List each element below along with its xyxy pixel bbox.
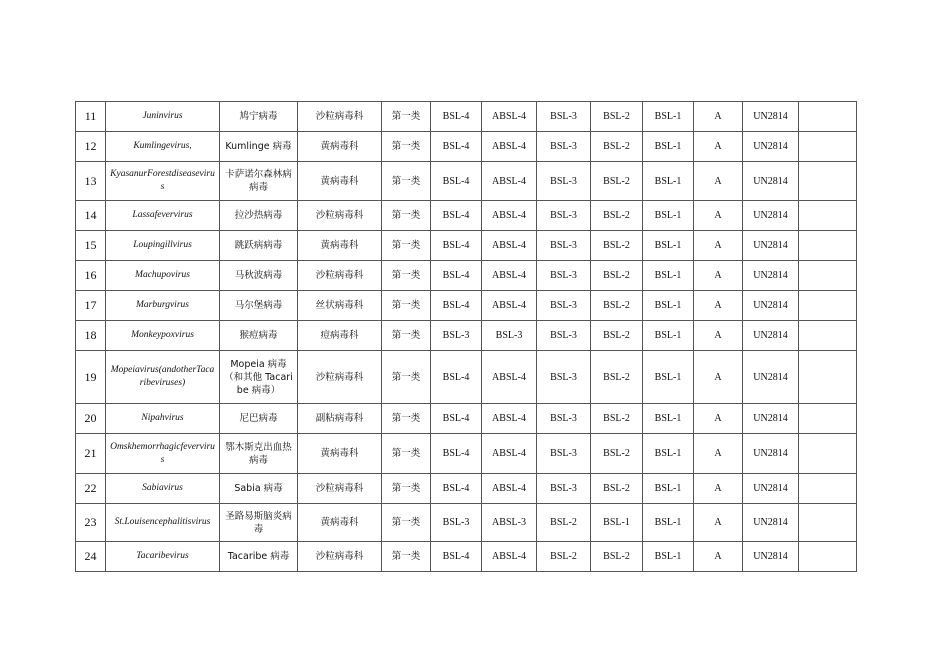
containment-level-2: ABSL-4 <box>482 201 537 231</box>
hazard-category: 第一类 <box>382 434 431 474</box>
containment-level-5: BSL-1 <box>643 102 694 132</box>
virus-chinese-name: 马尔堡病毒 <box>220 291 298 321</box>
containment-level-2: ABSL-3 <box>482 504 537 542</box>
un-number: UN2814 <box>743 474 799 504</box>
virus-chinese-name: Kumlinge 病毒 <box>220 132 298 162</box>
containment-level-3: BSL-3 <box>537 321 591 351</box>
containment-level-3: BSL-3 <box>537 102 591 132</box>
containment-level-1: BSL-4 <box>431 201 482 231</box>
hazard-category: 第一类 <box>382 474 431 504</box>
virus-family: 黄病毒科 <box>298 434 382 474</box>
containment-level-5: BSL-1 <box>643 132 694 162</box>
containment-level-4: BSL-2 <box>591 474 643 504</box>
un-number: UN2814 <box>743 162 799 201</box>
transport-package-class: A <box>694 434 743 474</box>
containment-level-3: BSL-2 <box>537 542 591 572</box>
containment-level-3: BSL-3 <box>537 261 591 291</box>
virus-latin-name: Omskhemorrhagicfevervirus <box>106 434 220 474</box>
un-number: UN2814 <box>743 321 799 351</box>
virus-family: 沙粒病毒科 <box>298 261 382 291</box>
virus-latin-name: Mopeiavirus(andotherTacaribeviruses) <box>106 351 220 404</box>
virus-family: 黄病毒科 <box>298 504 382 542</box>
remarks <box>799 542 857 572</box>
un-number: UN2814 <box>743 102 799 132</box>
containment-level-2: ABSL-4 <box>482 162 537 201</box>
containment-level-5: BSL-1 <box>643 201 694 231</box>
containment-level-3: BSL-3 <box>537 291 591 321</box>
virus-family: 丝状病毒科 <box>298 291 382 321</box>
transport-package-class: A <box>694 132 743 162</box>
containment-level-1: BSL-4 <box>431 231 482 261</box>
hazard-category: 第一类 <box>382 291 431 321</box>
containment-level-5: BSL-1 <box>643 321 694 351</box>
containment-level-4: BSL-2 <box>591 102 643 132</box>
containment-level-2: ABSL-4 <box>482 434 537 474</box>
transport-package-class: A <box>694 542 743 572</box>
containment-level-3: BSL-3 <box>537 201 591 231</box>
virus-chinese-name: 跳跃病病毒 <box>220 231 298 261</box>
transport-package-class: A <box>694 474 743 504</box>
containment-level-4: BSL-2 <box>591 291 643 321</box>
row-number: 24 <box>76 542 106 572</box>
virus-family: 沙粒病毒科 <box>298 201 382 231</box>
table-row <box>76 201 857 231</box>
containment-level-3: BSL-2 <box>537 504 591 542</box>
containment-level-3: BSL-3 <box>537 162 591 201</box>
containment-level-1: BSL-3 <box>431 321 482 351</box>
remarks <box>799 162 857 201</box>
containment-level-2: ABSL-4 <box>482 102 537 132</box>
containment-level-5: BSL-1 <box>643 542 694 572</box>
virus-biosafety-table <box>75 101 857 572</box>
remarks <box>799 404 857 434</box>
containment-level-5: BSL-1 <box>643 162 694 201</box>
un-number: UN2814 <box>743 291 799 321</box>
virus-chinese-name: 鸠宁病毒 <box>220 102 298 132</box>
containment-level-4: BSL-2 <box>591 261 643 291</box>
virus-chinese-name: 尼巴病毒 <box>220 404 298 434</box>
table-row <box>76 231 857 261</box>
remarks <box>799 291 857 321</box>
table-row <box>76 404 857 434</box>
remarks <box>799 321 857 351</box>
table-row <box>76 102 857 132</box>
transport-package-class: A <box>694 504 743 542</box>
containment-level-5: BSL-1 <box>643 404 694 434</box>
row-number: 20 <box>76 404 106 434</box>
virus-family: 黄病毒科 <box>298 132 382 162</box>
table-row <box>76 542 857 572</box>
row-number: 23 <box>76 504 106 542</box>
virus-chinese-name: Mopeia 病毒（和其他 Tacaribe 病毒） <box>220 351 298 404</box>
virus-chinese-name: 鄂木斯克出血热病毒 <box>220 434 298 474</box>
containment-level-1: BSL-4 <box>431 102 482 132</box>
virus-latin-name: Monkeypoxvirus <box>106 321 220 351</box>
containment-level-1: BSL-4 <box>431 162 482 201</box>
containment-level-2: ABSL-4 <box>482 291 537 321</box>
transport-package-class: A <box>694 261 743 291</box>
row-number: 18 <box>76 321 106 351</box>
virus-latin-name: St.Louisencephalitisvirus <box>106 504 220 542</box>
virus-latin-name: Sabiavirus <box>106 474 220 504</box>
hazard-category: 第一类 <box>382 321 431 351</box>
un-number: UN2814 <box>743 404 799 434</box>
remarks <box>799 201 857 231</box>
remarks <box>799 434 857 474</box>
containment-level-1: BSL-4 <box>431 291 482 321</box>
table-row <box>76 504 857 542</box>
table-row <box>76 434 857 474</box>
containment-level-5: BSL-1 <box>643 291 694 321</box>
virus-latin-name: Tacaribevirus <box>106 542 220 572</box>
un-number: UN2814 <box>743 504 799 542</box>
row-number: 22 <box>76 474 106 504</box>
containment-level-4: BSL-1 <box>591 504 643 542</box>
hazard-category: 第一类 <box>382 351 431 404</box>
containment-level-4: BSL-2 <box>591 231 643 261</box>
row-number: 12 <box>76 132 106 162</box>
hazard-category: 第一类 <box>382 231 431 261</box>
un-number: UN2814 <box>743 201 799 231</box>
transport-package-class: A <box>694 321 743 351</box>
hazard-category: 第一类 <box>382 504 431 542</box>
containment-level-4: BSL-2 <box>591 351 643 404</box>
transport-package-class: A <box>694 404 743 434</box>
virus-chinese-name: Sabia 病毒 <box>220 474 298 504</box>
containment-level-3: BSL-3 <box>537 231 591 261</box>
virus-latin-name: Machupovirus <box>106 261 220 291</box>
containment-level-1: BSL-4 <box>431 474 482 504</box>
containment-level-4: BSL-2 <box>591 434 643 474</box>
virus-family: 沙粒病毒科 <box>298 542 382 572</box>
un-number: UN2814 <box>743 542 799 572</box>
table-row <box>76 291 857 321</box>
containment-level-1: BSL-3 <box>431 504 482 542</box>
table-row <box>76 162 857 201</box>
virus-chinese-name: 圣路易斯脑炎病毒 <box>220 504 298 542</box>
virus-family: 沙粒病毒科 <box>298 474 382 504</box>
containment-level-1: BSL-4 <box>431 351 482 404</box>
row-number: 15 <box>76 231 106 261</box>
containment-level-3: BSL-3 <box>537 474 591 504</box>
hazard-category: 第一类 <box>382 132 431 162</box>
containment-level-5: BSL-1 <box>643 434 694 474</box>
containment-level-5: BSL-1 <box>643 351 694 404</box>
virus-family: 黄病毒科 <box>298 231 382 261</box>
virus-latin-name: Nipahvirus <box>106 404 220 434</box>
containment-level-2: BSL-3 <box>482 321 537 351</box>
containment-level-2: ABSL-4 <box>482 542 537 572</box>
virus-chinese-name: 卡萨诺尔森林病病毒 <box>220 162 298 201</box>
containment-level-4: BSL-2 <box>591 132 643 162</box>
transport-package-class: A <box>694 291 743 321</box>
virus-latin-name: Lassafevervirus <box>106 201 220 231</box>
transport-package-class: A <box>694 162 743 201</box>
virus-latin-name: Juninvirus <box>106 102 220 132</box>
containment-level-2: ABSL-4 <box>482 231 537 261</box>
virus-family: 沙粒病毒科 <box>298 102 382 132</box>
remarks <box>799 102 857 132</box>
containment-level-4: BSL-2 <box>591 404 643 434</box>
table-row <box>76 132 857 162</box>
containment-level-2: ABSL-4 <box>482 261 537 291</box>
virus-family: 沙粒病毒科 <box>298 351 382 404</box>
remarks <box>799 261 857 291</box>
hazard-category: 第一类 <box>382 404 431 434</box>
row-number: 17 <box>76 291 106 321</box>
row-number: 21 <box>76 434 106 474</box>
containment-level-3: BSL-3 <box>537 351 591 404</box>
containment-level-2: ABSL-4 <box>482 474 537 504</box>
hazard-category: 第一类 <box>382 261 431 291</box>
virus-chinese-name: 马秋波病毒 <box>220 261 298 291</box>
virus-latin-name: Loupingillvirus <box>106 231 220 261</box>
virus-family: 痘病毒科 <box>298 321 382 351</box>
virus-chinese-name: Tacaribe 病毒 <box>220 542 298 572</box>
remarks <box>799 231 857 261</box>
containment-level-4: BSL-2 <box>591 321 643 351</box>
virus-chinese-name: 拉沙热病毒 <box>220 201 298 231</box>
row-number: 16 <box>76 261 106 291</box>
containment-level-2: ABSL-4 <box>482 132 537 162</box>
containment-level-3: BSL-3 <box>537 132 591 162</box>
table-row <box>76 321 857 351</box>
containment-level-5: BSL-1 <box>643 474 694 504</box>
virus-chinese-name: 猴痘病毒 <box>220 321 298 351</box>
virus-family: 黄病毒科 <box>298 162 382 201</box>
row-number: 14 <box>76 201 106 231</box>
un-number: UN2814 <box>743 132 799 162</box>
containment-level-3: BSL-3 <box>537 404 591 434</box>
transport-package-class: A <box>694 201 743 231</box>
remarks <box>799 504 857 542</box>
table-body <box>76 102 857 572</box>
un-number: UN2814 <box>743 434 799 474</box>
transport-package-class: A <box>694 351 743 404</box>
hazard-category: 第一类 <box>382 542 431 572</box>
row-number: 11 <box>76 102 106 132</box>
un-number: UN2814 <box>743 231 799 261</box>
containment-level-1: BSL-4 <box>431 434 482 474</box>
hazard-category: 第一类 <box>382 162 431 201</box>
remarks <box>799 474 857 504</box>
virus-latin-name: KyasanurForestdiseasevirus <box>106 162 220 201</box>
table-row <box>76 351 857 404</box>
containment-level-3: BSL-3 <box>537 434 591 474</box>
containment-level-5: BSL-1 <box>643 261 694 291</box>
containment-level-1: BSL-4 <box>431 404 482 434</box>
containment-level-5: BSL-1 <box>643 231 694 261</box>
row-number: 19 <box>76 351 106 404</box>
hazard-category: 第一类 <box>382 201 431 231</box>
row-number: 13 <box>76 162 106 201</box>
un-number: UN2814 <box>743 261 799 291</box>
hazard-category: 第一类 <box>382 102 431 132</box>
containment-level-5: BSL-1 <box>643 504 694 542</box>
table-row <box>76 261 857 291</box>
virus-latin-name: Kumlingevirus, <box>106 132 220 162</box>
containment-level-2: ABSL-4 <box>482 404 537 434</box>
containment-level-2: ABSL-4 <box>482 351 537 404</box>
transport-package-class: A <box>694 102 743 132</box>
table-row <box>76 474 857 504</box>
virus-family: 副粘病毒科 <box>298 404 382 434</box>
remarks <box>799 132 857 162</box>
containment-level-1: BSL-4 <box>431 132 482 162</box>
containment-level-1: BSL-4 <box>431 261 482 291</box>
un-number: UN2814 <box>743 351 799 404</box>
virus-latin-name: Marburgvirus <box>106 291 220 321</box>
containment-level-4: BSL-2 <box>591 542 643 572</box>
containment-level-4: BSL-2 <box>591 201 643 231</box>
containment-level-1: BSL-4 <box>431 542 482 572</box>
containment-level-4: BSL-2 <box>591 162 643 201</box>
remarks <box>799 351 857 404</box>
transport-package-class: A <box>694 231 743 261</box>
